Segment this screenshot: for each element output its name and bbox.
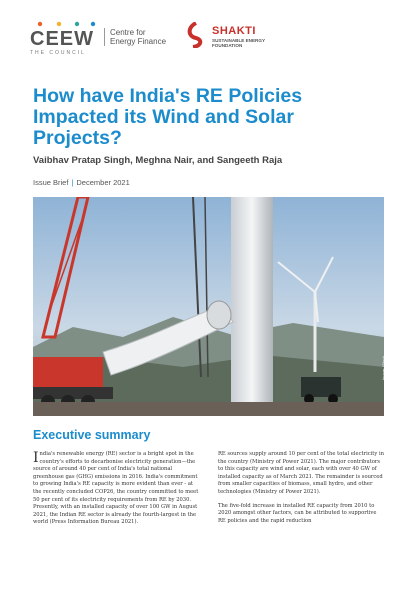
page-title: How have India's RE Policies Impacted its Wind and Solar Projects? <box>33 85 303 149</box>
paragraph <box>33 451 199 527</box>
paragraph: RE sources supply around 10 per cent of the total electricity in the country (Ministry of Power 2021). The major contributors to this capacity are wind and solar, each with over 40 GW of installed capacity as of March 2021. The remainder is sourced from smaller capacities of biomass, small hydro, and other technologies (Ministry of Power 2021). <box>218 451 384 495</box>
paragraph: The five-fold increase in installed RE capacity from 2010 to 2020 amongst other factors, can be attributed to supportive RE policies and the rapid reduction <box>218 502 377 524</box>
shakti-tagline: SUSTAINABLE ENERGY FOUNDATION <box>212 38 266 49</box>
ceew-logo-dots <box>37 21 97 27</box>
doc-type: Issue Brief <box>33 178 69 187</box>
section-heading: Executive summary <box>33 428 151 442</box>
ceew-tagline: THE COUNCIL <box>30 50 86 56</box>
authors: Vaibhav Pratap Singh, Meghna Nair, and Sangeeth Raja <box>33 155 283 166</box>
summary-column-right <box>218 451 384 531</box>
issue-separator: | <box>71 178 74 187</box>
cover-photo-wind-turbine-installation <box>33 197 384 416</box>
logo-divider <box>104 28 105 46</box>
ceew-logo: CEEW <box>30 28 94 50</box>
photo-credit: Image: iStock <box>381 355 386 380</box>
summary-column-left <box>33 451 199 533</box>
issue-line <box>33 178 130 187</box>
centre-for-energy-finance-logo: Centre for Energy Finance <box>110 28 167 46</box>
shakti-logo: SHAKTI <box>212 25 256 37</box>
drop-cap: I <box>33 450 39 466</box>
shakti-logo-icon <box>185 22 207 48</box>
issue-date: December 2021 <box>76 178 130 187</box>
paragraph-text: ndia's renewable energy (RE) sector is a bright spot in the country's efforts to decarbonise electricity generation—the source of around 40 per cent of India's total national greenhouse gas (GHG) emissions in 2016. India's commitment to growing India's RE capacity is more evident than ever - at the recently concluded COP26, the country committed to meet 50 per cent of its electricity requirements from RE by 2030. Presently, with an installed capacity of over 100 GW in August 2021, the Indian RE sector is already the fourth-largest in the world (Press Information Bureau 2021). <box>33 451 199 526</box>
